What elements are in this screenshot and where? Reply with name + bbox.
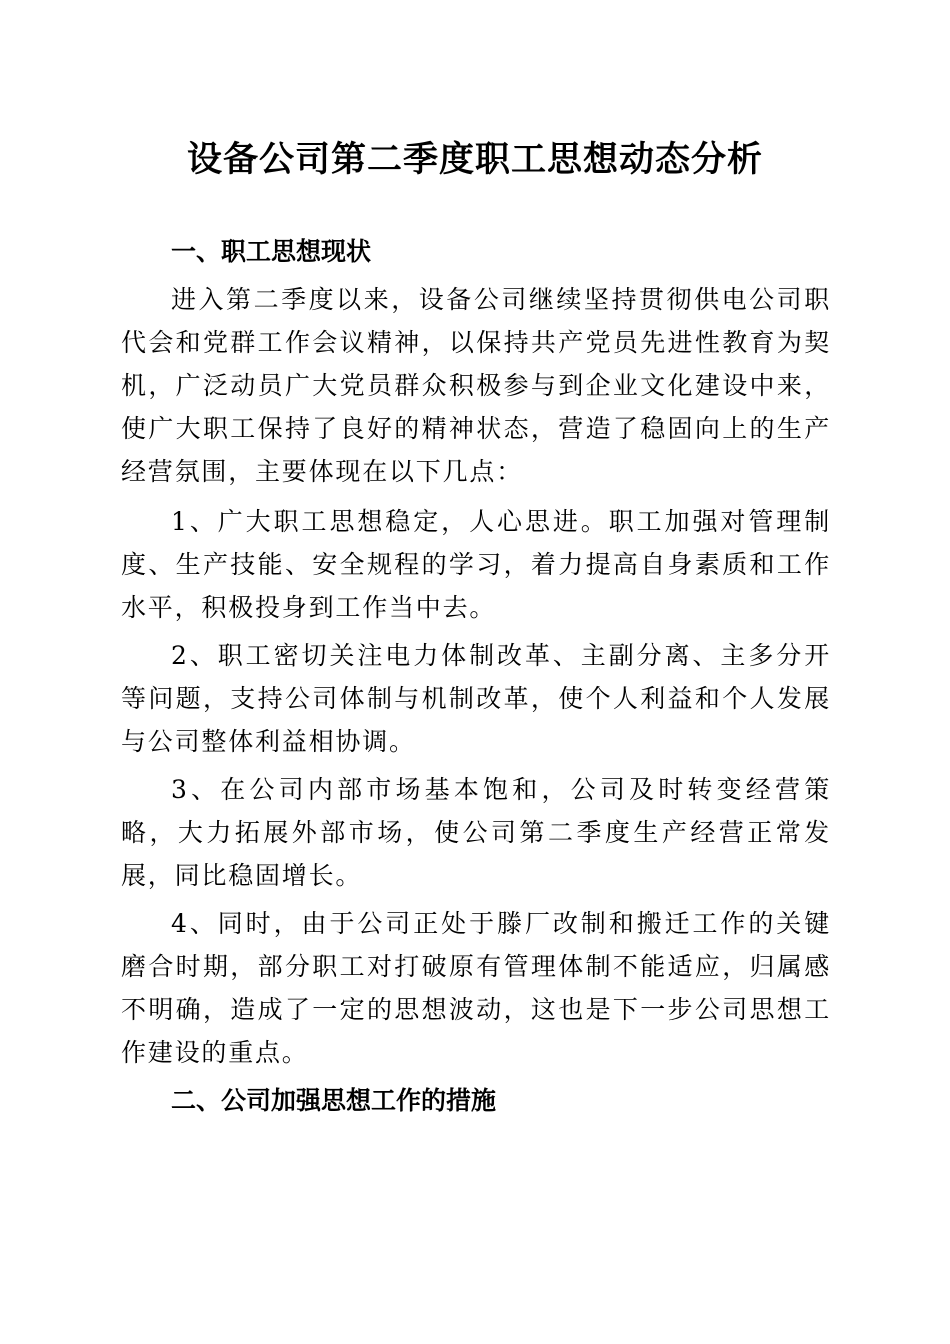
point-paragraph-4: 4、同时，由于公司正处于滕厂改制和搬迁工作的关键磨合时期，部分职工对打破原有管理体制不能适应，归属感不明确，造成了一定的思想波动，这也是下一步公司思想工作建设的重点。 — [121, 909, 831, 1067]
point-paragraph-1: 1、广大职工思想稳定，人心思进。职工加强对管理制度、生产技能、安全规程的学习，着力提高自身素质和工作水平，积极投身到工作当中去。 — [121, 507, 831, 622]
intro-paragraph: 进入第二季度以来，设备公司继续坚持贯彻供电公司职代会和党群工作会议精神，以保持共产党员先进性教育为契机，广泛动员广大党员群众积极参与到企业文化建设中来，使广大职工保持了良好的精神状态，营造了稳固向上的生产经营氛围，主要体现在以下几点： — [121, 285, 831, 486]
section-heading-current-status: 一、职工思想现状 — [171, 237, 372, 266]
document-title: 设备公司第二季度职工思想动态分析 — [186, 139, 763, 180]
section-heading-measures: 二、公司加强思想工作的措施 — [171, 1086, 497, 1115]
point-paragraph-3: 3、在公司内部市场基本饱和，公司及时转变经营策略，大力拓展外部市场，使公司第二季度生产经营正常发展，同比稳固增长。 — [121, 775, 831, 890]
point-paragraph-2: 2、职工密切关注电力体制改革、主副分离、主多分开等问题，支持公司体制与机制改革，使个人利益和个人发展与公司整体利益相协调。 — [121, 641, 831, 756]
